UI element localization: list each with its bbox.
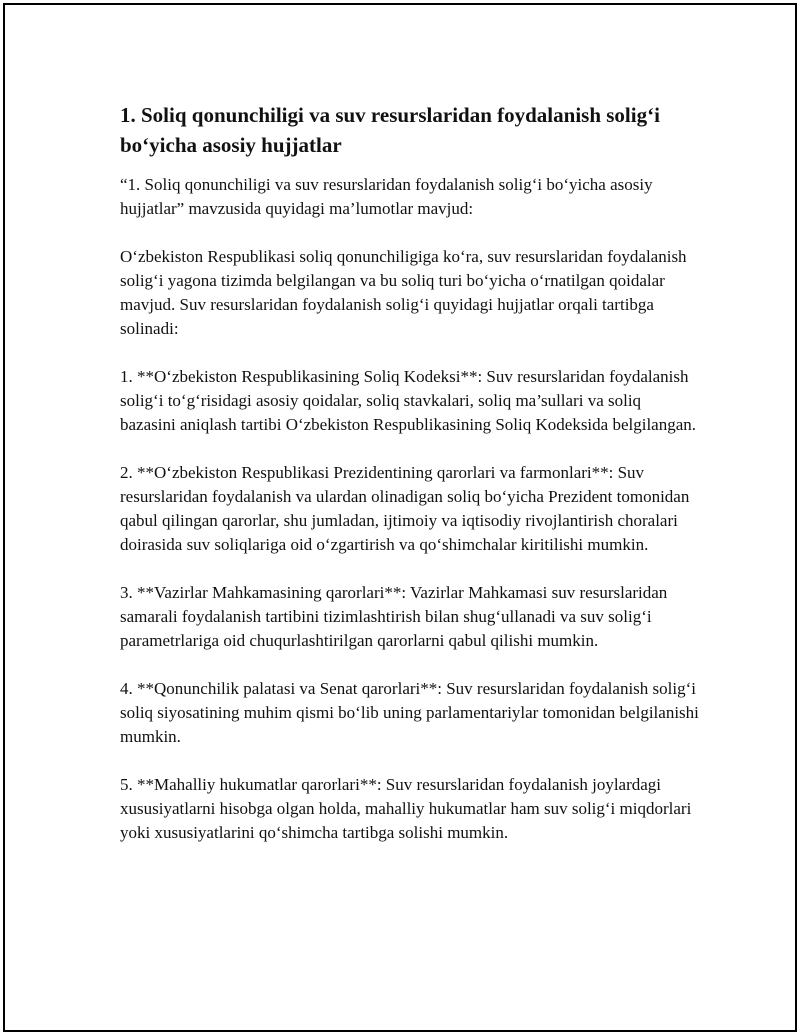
list-item-tax-code: 1. **O‘zbekiston Respublikasining Soliq Kodeksi**: Suv resurslaridan foydalanish solig‘i to‘g‘risidagi asosiy qoidalar, soliq stavkalari, soliq ma’sullari va soliq bazasini aniqlash tartibi O‘zbekiston Respublikasining Soliq Kodeksida belgilangan. xyxy=(120,367,697,434)
page-frame xyxy=(3,3,797,1032)
list-item-local-government: 5. **Mahalliy hukumatlar qarorlari**: Suv resurslaridan foydalanish joylardagi xususiyatlarni hisobga olgan holda, mahalliy hukumatlar ham suv solig‘i miqdorlari yoki xususiyatlarini qo‘shimcha tartibga solishi mumkin. xyxy=(120,775,692,842)
document-body xyxy=(120,100,700,869)
list-item-parliament-decisions: 4. **Qonunchilik palatasi va Senat qarorlari**: Suv resurslaridan foydalanish solig‘i soliq siyosatining muhim qismi bo‘lib uning parlamentariylar tomonidan belgilanishi mumkin. xyxy=(120,679,699,746)
list-item-president-decrees: 2. **O‘zbekiston Respublikasi Prezidentining qarorlari va farmonlari**: Suv resurslaridan foydalanish va ulardan olinadigan soliq bo‘yicha Prezident tomonidan qabul qilingan qarorlar, shu jumladan, ijtimoiy va iqtisodiy rivojlantirish choralari doirasida suv soliqlariga oid o‘zgartirish va qo‘shimchalar kiritilishi mumkin. xyxy=(120,463,690,554)
intro-paragraph: “1. Soliq qonunchiligi va suv resurslaridan foydalanish solig‘i bo‘yicha asosiy hujjatlar” mavzusida quyidagi ma’lumotlar mavjud: xyxy=(120,175,653,218)
document-title: 1. Soliq qonunchiligi va suv resurslaridan foydalanish solig‘i bo‘yicha asosiy hujjatlar xyxy=(120,103,660,157)
context-paragraph: O‘zbekiston Respublikasi soliq qonunchiligiga ko‘ra, suv resurslaridan foydalanish solig‘i yagona tizimda belgilangan va bu soliq turi bo‘yicha o‘rnatilgan qoidalar mavjud. Suv resurslaridan foydalanish solig‘i quyidagi hujjatlar orqali tartibga solinadi: xyxy=(120,247,687,338)
list-item-cabinet-decisions: 3. **Vazirlar Mahkamasining qarorlari**: Vazirlar Mahkamasi suv resurslaridan samarali foydalanish tartibini tizimlashtirish bilan shug‘ullanadi va suv solig‘i parametrlariga oid chuqurlashtirilgan qarorlarni qabul qilishi mumkin. xyxy=(120,583,668,650)
